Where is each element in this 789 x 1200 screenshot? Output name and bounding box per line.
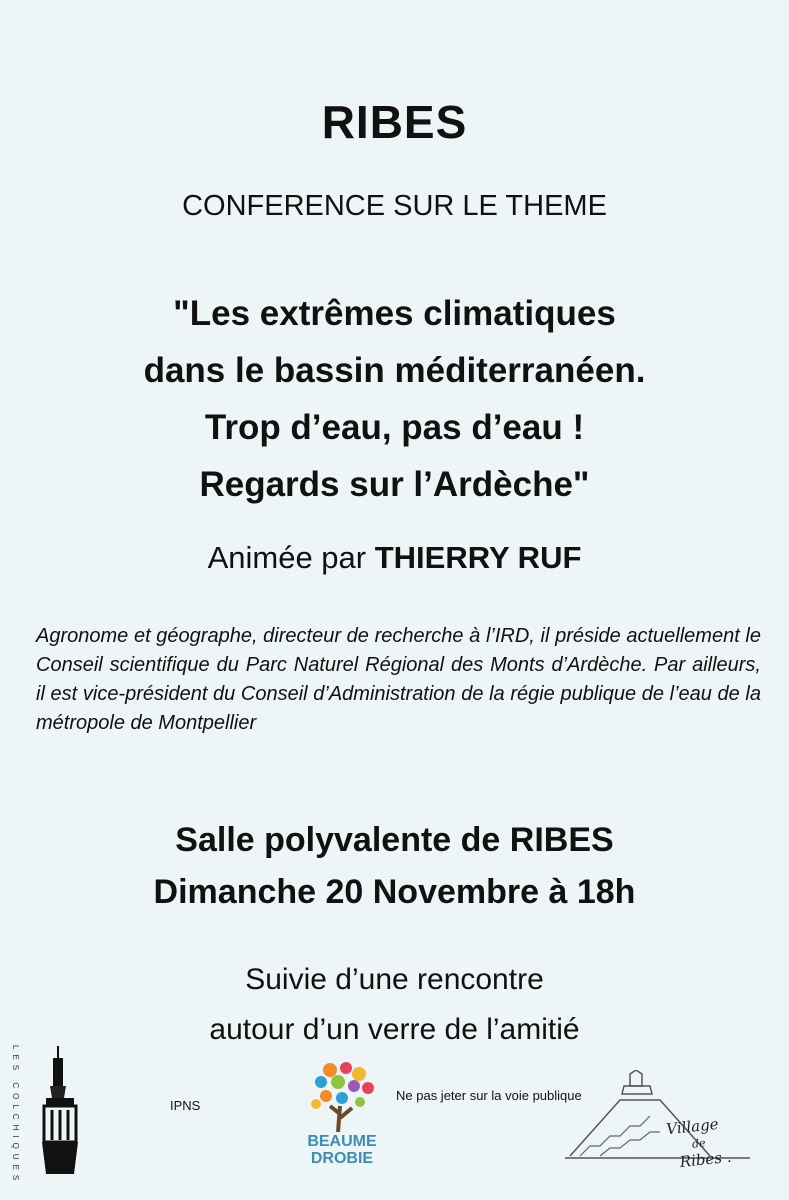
poster-subtitle: CONFERENCE SUR LE THEME — [182, 190, 607, 222]
theme-line: dans le bassin méditerranéen. — [143, 351, 646, 390]
village-word: Village — [665, 1114, 720, 1139]
do-not-litter-notice: Ne pas jeter sur la voie publique — [396, 1088, 582, 1103]
event-details — [0, 814, 789, 918]
speaker-prefix: Animée par — [207, 540, 375, 575]
theme-line: Trop d’eau, pas d’eau ! — [204, 408, 585, 447]
de-word: de — [691, 1136, 707, 1151]
village-de-ribes-text — [666, 1115, 733, 1172]
event-date: Dimanche 20 Novembre à 18h — [153, 873, 636, 911]
ribes-word: Ribes . — [678, 1147, 733, 1172]
followup-line: Suivie d’une rencontre — [245, 963, 544, 996]
speaker-name: THIERRY RUF — [374, 540, 582, 575]
colchiques-label: LES COLCHIQUES — [11, 1045, 20, 1186]
conference-theme — [0, 285, 789, 513]
followup — [0, 955, 789, 1055]
poster-title: RIBES — [321, 96, 468, 148]
beaume-line: BEAUME — [307, 1133, 377, 1150]
theme-line: Regards sur l’Ardèche" — [199, 465, 590, 504]
speaker-line — [0, 540, 789, 576]
followup-line: autour d’un verre de l’amitié — [209, 1013, 580, 1046]
ipns-label: IPNS — [170, 1098, 201, 1113]
theme-line: "Les extrêmes climatiques — [173, 294, 616, 333]
beaume-drobie-name — [294, 1133, 390, 1167]
venue: Salle polyvalente de RIBES — [175, 821, 614, 859]
bell-tower-logo-icon — [28, 1046, 80, 1176]
speaker-bio: Agronome et géographe, directeur de recherche à l’IRD, il préside actuellement le Conseil scientifique du Parc Naturel Régional des Monts d’Ardèche. Par ailleurs, il est vice-président du Conseil d’Administration de la régie publique de l’eau de la métropole de Montpellier — [36, 625, 761, 734]
drobie-line: DROBIE — [310, 1150, 374, 1167]
